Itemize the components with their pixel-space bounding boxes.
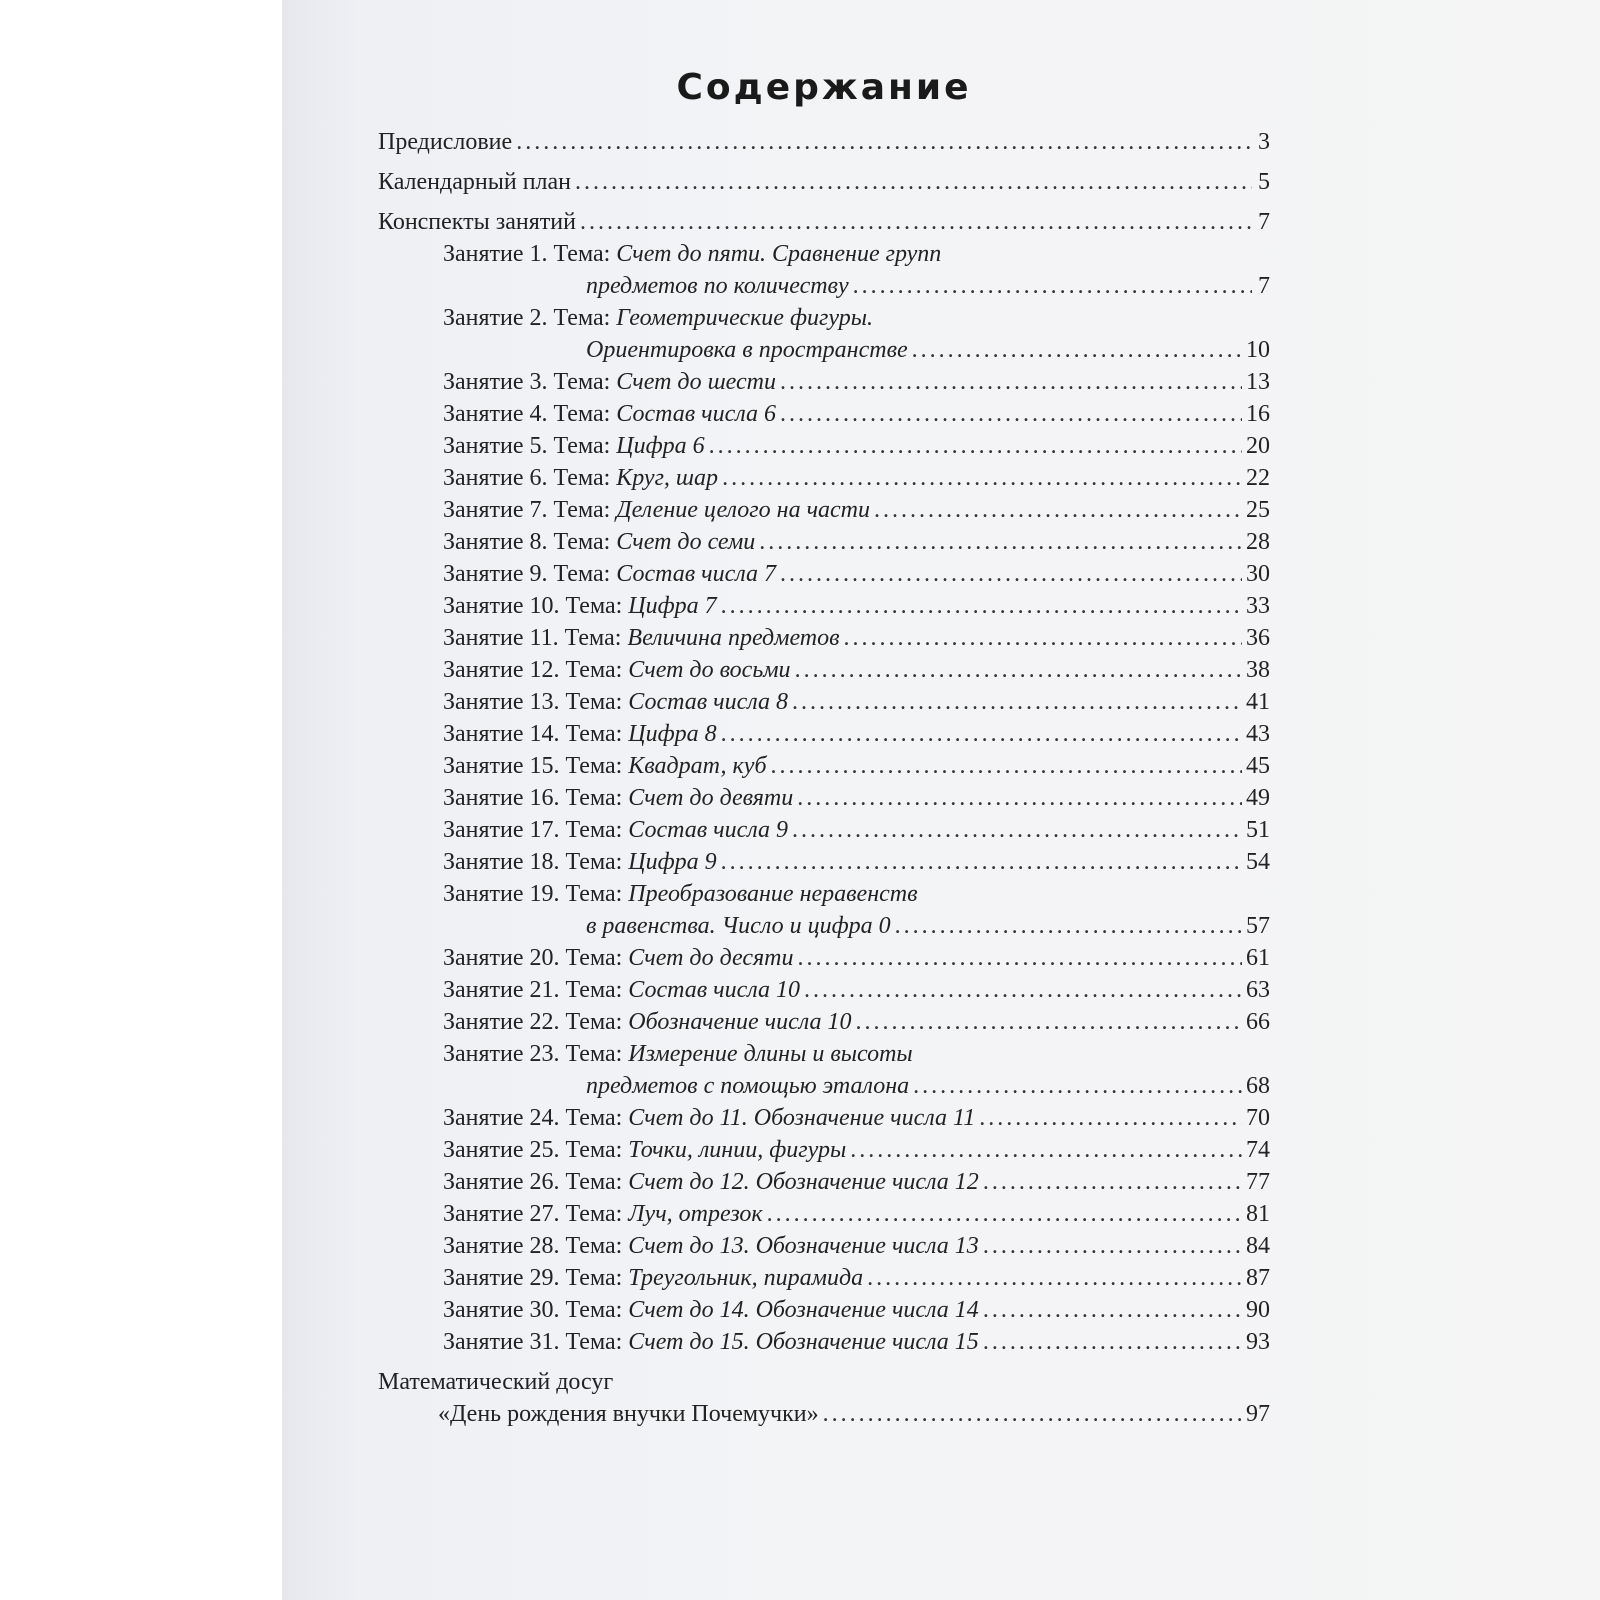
lesson-topic: Геометрические фигуры. xyxy=(616,305,873,331)
lesson-prefix: Занятие 5. Тема: xyxy=(443,433,617,459)
lesson-label xyxy=(443,366,776,398)
lesson-label xyxy=(443,654,791,686)
lesson-entry xyxy=(378,238,1270,270)
lesson-topic: Цифра 9 xyxy=(628,849,717,875)
lesson-prefix: Занятие 24. Тема: xyxy=(443,1105,629,1131)
dot-leader xyxy=(844,622,1242,654)
lesson-entry xyxy=(378,942,1270,974)
lesson-prefix: Занятие 9. Тема: xyxy=(443,561,617,587)
toc-page-number: 51 xyxy=(1246,817,1270,843)
lesson-label xyxy=(443,462,718,494)
lesson-entry xyxy=(378,1262,1270,1294)
toc-page-number: 77 xyxy=(1246,1169,1270,1195)
dot-leader xyxy=(895,910,1242,942)
lesson-topic: Счет до 13. Обозначение числа 13 xyxy=(628,1233,979,1259)
lesson-entry xyxy=(378,366,1270,398)
lesson-entry xyxy=(378,782,1270,814)
toc-page-number: 97 xyxy=(1246,1401,1270,1427)
toc-page-number: 20 xyxy=(1246,433,1270,459)
lesson-entry xyxy=(378,494,1270,526)
toc-page-number: 87 xyxy=(1246,1265,1270,1291)
lesson-entry-continuation xyxy=(378,270,1270,302)
toc-page-number: 74 xyxy=(1246,1137,1270,1163)
toc-page-number: 16 xyxy=(1246,401,1270,427)
dot-leader xyxy=(874,494,1242,526)
dot-leader xyxy=(983,1326,1242,1358)
lesson-entry xyxy=(378,430,1270,462)
lesson-topic: Состав числа 7 xyxy=(616,561,777,587)
lesson-label xyxy=(443,686,788,718)
lesson-topic: в равенства. Число и цифра 0 xyxy=(586,913,891,939)
toc-entry-calendar-plan xyxy=(378,166,1270,198)
lesson-label xyxy=(443,718,717,750)
lesson-entry xyxy=(378,974,1270,1006)
lesson-topic: Счет до семи xyxy=(616,529,756,555)
dot-leader xyxy=(804,974,1242,1006)
lesson-prefix: Занятие 3. Тема: xyxy=(443,369,617,395)
lesson-entry xyxy=(378,814,1270,846)
dot-leader xyxy=(983,1230,1242,1262)
lesson-prefix: Занятие 18. Тема: xyxy=(443,849,629,875)
lesson-prefix: Занятие 29. Тема: xyxy=(443,1265,629,1291)
lesson-prefix: Занятие 11. Тема: xyxy=(443,625,628,651)
lesson-prefix: Занятие 2. Тема: xyxy=(443,305,617,331)
lesson-topic: Величина предметов xyxy=(627,625,840,651)
lesson-prefix: Занятие 16. Тема: xyxy=(443,785,629,811)
lesson-label xyxy=(443,846,717,878)
lesson-entry xyxy=(378,398,1270,430)
dot-leader xyxy=(771,750,1242,782)
lesson-label xyxy=(443,750,767,782)
dot-leader xyxy=(516,126,1252,158)
dot-leader xyxy=(721,590,1242,622)
lesson-label xyxy=(443,1134,846,1166)
dot-leader xyxy=(867,1262,1242,1294)
lesson-prefix: Занятие 17. Тема: xyxy=(443,817,629,843)
lesson-topic: Счет до восьми xyxy=(628,657,791,683)
toc-page-number: 28 xyxy=(1246,529,1270,555)
toc-page-number: 7 xyxy=(1258,273,1270,299)
lesson-entry xyxy=(378,1134,1270,1166)
dot-leader xyxy=(709,430,1242,462)
lesson-label xyxy=(443,1326,979,1358)
lesson-entry xyxy=(378,622,1270,654)
lesson-entry xyxy=(378,846,1270,878)
dot-leader xyxy=(850,1134,1242,1166)
lesson-entry-continuation xyxy=(378,1070,1270,1102)
lesson-topic: Измерение длины и высоты xyxy=(628,1041,913,1067)
lesson-topic: Луч, отрезок xyxy=(628,1201,763,1227)
lesson-topic: Состав числа 6 xyxy=(616,401,777,427)
lesson-entry xyxy=(378,878,1270,910)
lesson-label xyxy=(443,814,788,846)
lesson-prefix: Занятие 23. Тема: xyxy=(443,1041,629,1067)
lesson-entry-continuation xyxy=(378,334,1270,366)
lesson-prefix: Занятие 25. Тема: xyxy=(443,1137,629,1163)
toc-page-number: 81 xyxy=(1246,1201,1270,1227)
toc-entry-math-leisure: Математический досуг xyxy=(378,1369,614,1395)
dot-leader xyxy=(983,1166,1242,1198)
lesson-topic: Точки, линии, фигуры xyxy=(628,1137,847,1163)
toc-entry-preface xyxy=(378,126,1270,158)
lesson-topic: предметов с помощью эталона xyxy=(586,1073,910,1099)
lesson-topic: Ориентировка в пространстве xyxy=(586,337,908,363)
lesson-prefix: Занятие 14. Тема: xyxy=(443,721,629,747)
lesson-prefix: Занятие 28. Тема: xyxy=(443,1233,629,1259)
lesson-prefix: Занятие 13. Тема: xyxy=(443,689,629,715)
toc-page-number: 66 xyxy=(1246,1009,1270,1035)
lesson-label xyxy=(443,590,717,622)
toc-page-number: 93 xyxy=(1246,1329,1270,1355)
table-of-contents xyxy=(378,62,1270,1430)
dot-leader xyxy=(580,206,1252,238)
dot-leader xyxy=(856,1006,1242,1038)
lesson-prefix: Занятие 8. Тема: xyxy=(443,529,617,555)
toc-page-number: 49 xyxy=(1246,785,1270,811)
toc-entry-label: Предисловие xyxy=(378,129,513,155)
toc-page-number: 54 xyxy=(1246,849,1270,875)
lesson-prefix: Занятие 1. Тема: xyxy=(443,241,617,267)
lesson-prefix: Занятие 15. Тема: xyxy=(443,753,629,779)
lesson-label xyxy=(443,398,776,430)
toc-page-number: 41 xyxy=(1246,689,1270,715)
lesson-entry xyxy=(378,302,1270,334)
lesson-prefix: Занятие 10. Тема: xyxy=(443,593,629,619)
lesson-label xyxy=(443,782,793,814)
toc-page-number: 3 xyxy=(1258,129,1270,155)
toc-entry-label: «День рождения внучки Почемучки» xyxy=(438,1401,819,1427)
lesson-entry xyxy=(378,1326,1270,1358)
lesson-label xyxy=(443,1166,979,1198)
toc-page-number: 7 xyxy=(1258,209,1270,235)
lesson-label xyxy=(443,494,870,526)
lesson-prefix: Занятие 12. Тема: xyxy=(443,657,629,683)
lesson-topic: Круг, шар xyxy=(616,465,719,491)
lesson-label xyxy=(443,558,776,590)
lesson-entry xyxy=(378,558,1270,590)
dot-leader xyxy=(780,398,1242,430)
toc-page-number: 10 xyxy=(1246,337,1270,363)
lesson-topic: Счет до шести xyxy=(616,369,776,395)
lesson-prefix: Занятие 30. Тема: xyxy=(443,1297,629,1323)
lesson-entry-continuation xyxy=(378,910,1270,942)
lesson-topic: Состав числа 10 xyxy=(628,977,801,1003)
dot-leader xyxy=(767,1198,1242,1230)
lesson-entry xyxy=(378,462,1270,494)
lesson-label xyxy=(443,1102,975,1134)
lesson-prefix: Занятие 21. Тема: xyxy=(443,977,629,1003)
toc-page-number: 57 xyxy=(1246,913,1270,939)
lesson-label xyxy=(443,942,793,974)
lesson-label xyxy=(443,622,840,654)
toc-page-number: 61 xyxy=(1246,945,1270,971)
toc-page-number: 68 xyxy=(1246,1073,1270,1099)
dot-leader xyxy=(853,270,1252,302)
lesson-entry xyxy=(378,1166,1270,1198)
dot-leader xyxy=(722,462,1242,494)
lesson-list xyxy=(378,238,1270,1358)
toc-page-number: 70 xyxy=(1246,1105,1270,1131)
lesson-topic: предметов по количеству xyxy=(586,273,849,299)
lesson-entry xyxy=(378,526,1270,558)
lesson-prefix: Занятие 26. Тема: xyxy=(443,1169,629,1195)
toc-page-number: 84 xyxy=(1246,1233,1270,1259)
lesson-topic: Цифра 8 xyxy=(628,721,717,747)
lesson-topic: Треугольник, пирамида xyxy=(628,1265,864,1291)
toc-page-number: 45 xyxy=(1246,753,1270,779)
dot-leader xyxy=(792,814,1242,846)
toc-entry-math-leisure-subtitle xyxy=(378,1398,1270,1430)
lesson-topic: Обозначение числа 10 xyxy=(628,1009,852,1035)
toc-page-number: 38 xyxy=(1246,657,1270,683)
lesson-topic: Счет до пяти. Сравнение групп xyxy=(616,241,942,267)
lesson-label xyxy=(443,1198,763,1230)
dot-leader xyxy=(979,1102,1242,1134)
lesson-topic: Квадрат, куб xyxy=(628,753,767,779)
lesson-entry xyxy=(378,1038,1270,1070)
lesson-topic: Счет до 14. Обозначение числа 14 xyxy=(628,1297,979,1323)
lesson-topic: Счет до 12. Обозначение числа 12 xyxy=(628,1169,979,1195)
toc-page-number: 30 xyxy=(1246,561,1270,587)
lesson-entry xyxy=(378,750,1270,782)
lesson-entry xyxy=(378,718,1270,750)
dot-leader xyxy=(780,366,1242,398)
dot-leader xyxy=(721,846,1242,878)
lesson-entry xyxy=(378,1102,1270,1134)
lesson-prefix: Занятие 19. Тема: xyxy=(443,881,629,907)
dot-leader xyxy=(795,654,1242,686)
page-title: Содержание xyxy=(676,67,972,108)
lesson-label xyxy=(443,1262,863,1294)
lesson-topic: Цифра 6 xyxy=(616,433,705,459)
lesson-label xyxy=(443,1294,979,1326)
lesson-prefix: Занятие 27. Тема: xyxy=(443,1201,629,1227)
lesson-label xyxy=(443,974,800,1006)
lesson-entry xyxy=(378,654,1270,686)
lesson-entry xyxy=(378,590,1270,622)
lesson-topic: Счет до 15. Обозначение числа 15 xyxy=(628,1329,979,1355)
lesson-prefix: Занятие 4. Тема: xyxy=(443,401,617,427)
lesson-topic: Состав числа 9 xyxy=(628,817,789,843)
dot-leader xyxy=(983,1294,1242,1326)
lesson-label xyxy=(443,526,755,558)
lesson-topic: Цифра 7 xyxy=(628,593,717,619)
lesson-topic: Счет до 11. Обозначение числа 11 xyxy=(628,1105,976,1131)
lesson-entry xyxy=(378,1294,1270,1326)
dot-leader xyxy=(797,782,1242,814)
toc-page-number: 90 xyxy=(1246,1297,1270,1323)
toc-entry-label: Календарный план xyxy=(378,169,572,195)
dot-leader xyxy=(823,1398,1242,1430)
toc-page-number: 25 xyxy=(1246,497,1270,523)
toc-entry-label: Конспекты занятий xyxy=(378,209,576,235)
toc-page-number: 22 xyxy=(1246,465,1270,491)
dot-leader xyxy=(797,942,1242,974)
lesson-topic: Счет до девяти xyxy=(628,785,794,811)
dot-leader xyxy=(913,1070,1242,1102)
dot-leader xyxy=(575,166,1252,198)
dot-leader xyxy=(780,558,1242,590)
toc-page-number: 33 xyxy=(1246,593,1270,619)
lesson-label xyxy=(443,1230,979,1262)
dot-leader xyxy=(721,718,1242,750)
lesson-topic: Состав числа 8 xyxy=(628,689,789,715)
lesson-entry xyxy=(378,1006,1270,1038)
toc-page-number: 43 xyxy=(1246,721,1270,747)
dot-leader xyxy=(792,686,1242,718)
lesson-prefix: Занятие 31. Тема: xyxy=(443,1329,629,1355)
dot-leader xyxy=(912,334,1242,366)
lesson-prefix: Занятие 22. Тема: xyxy=(443,1009,629,1035)
dot-leader xyxy=(759,526,1242,558)
lesson-label xyxy=(443,1006,852,1038)
toc-entry-lesson-notes xyxy=(378,206,1270,238)
toc-page-number: 63 xyxy=(1246,977,1270,1003)
lesson-entry xyxy=(378,686,1270,718)
lesson-label xyxy=(443,430,705,462)
lesson-prefix: Занятие 7. Тема: xyxy=(443,497,617,523)
toc-page-number: 36 xyxy=(1246,625,1270,651)
lesson-entry xyxy=(378,1230,1270,1262)
lesson-prefix: Занятие 6. Тема: xyxy=(443,465,617,491)
lesson-entry xyxy=(378,1198,1270,1230)
lesson-topic: Преобразование неравенств xyxy=(628,881,918,907)
lesson-prefix: Занятие 20. Тема: xyxy=(443,945,629,971)
lesson-topic: Счет до десяти xyxy=(628,945,794,971)
toc-page-number: 5 xyxy=(1258,169,1270,195)
toc-page-number: 13 xyxy=(1246,369,1270,395)
lesson-topic: Деление целого на части xyxy=(616,497,871,523)
